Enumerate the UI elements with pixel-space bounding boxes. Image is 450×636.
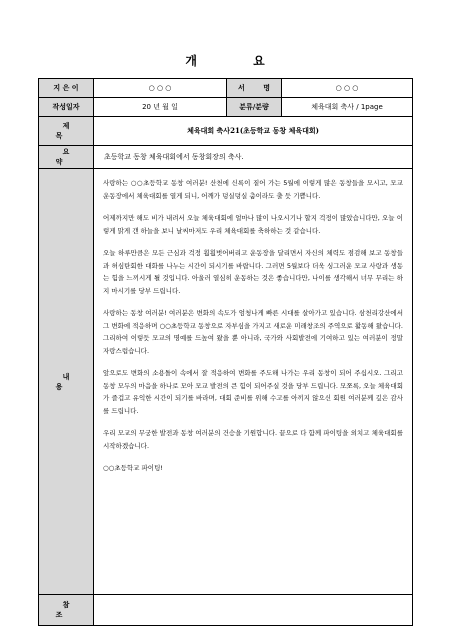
date-value: 20 년 월 일 xyxy=(94,98,227,117)
content-paragraph: 우리 모교의 무궁한 발전과 동창 여러분의 건승을 기원합니다. 끝으로 다 함께 파이팅을 외치고 체육대회를 시작하겠습니다. xyxy=(103,429,403,450)
date-label: 작성일자 xyxy=(39,98,94,117)
summary-label: 요 약 xyxy=(39,146,94,169)
content-body xyxy=(94,169,413,595)
category-label: 분류/분량 xyxy=(227,98,282,117)
division-label: 서 명 xyxy=(227,79,282,98)
date-row xyxy=(39,98,413,117)
reference-value xyxy=(94,595,413,626)
subject-row xyxy=(39,117,413,146)
content-row xyxy=(39,169,413,595)
document-title: 체육대회 축사21(초등학교 동창 체육대회) xyxy=(94,117,413,146)
author-row xyxy=(39,79,413,98)
reference-label: 참 조 xyxy=(39,595,94,626)
page-title: 개 요 xyxy=(185,54,291,68)
category-value: 체육대회 축사 / 1page xyxy=(282,98,413,117)
content-paragraph: ○○초등학교 파이팅! xyxy=(103,464,163,472)
content-paragraph: 사랑하는 ○○초등학교 동창 여러분! 산천에 신록이 짙어 가는 5월에 이렇게 많은 동창들을 모시고, 모교 운동장에서 체육대회를 열게 되니, 어깨가 덩실덩실 춤이라도 출 듯 기쁩니다. xyxy=(103,179,403,200)
reference-row xyxy=(39,595,413,626)
author-value: ○ ○ ○ xyxy=(94,79,227,98)
summary-text: 초등학교 동창 체육대회에서 동창회장의 축사. xyxy=(94,146,413,169)
content-paragraph: 앞으로도 변화의 소용돌이 속에서 잘 적응하여 변화를 주도해 나가는 우리 동창이 되어 주십시오. 그리고 동창 모두의 마음을 하나로 모아 모교 발전의 큰 힘이 되어주실 것을 당부 드립니다. 모쪼록, 오늘 체육대회가 즐겁고 유익한 시간이 되기를 바라며, 대회 준비를 위해 수고를 아끼지 않으신 회원 여러분께 깊은 감사를 드립니다. xyxy=(103,369,403,415)
content-paragraph: 사랑하는 동창 여러분! 여러분은 변화의 속도가 엄청나게 빠른 시대를 살아가고 있습니다. 삼천리강산에서 그 변화에 적응하며 ○○초등학교 동창으로 자부심을 가지고 새로운 미래창조의 주역으로 활동해 왔습니다. 그리하여 이렇듯 모교의 명예를 드높여 왔을 뿐 아니라, 국가와 사회발전에 기여하고 있는 여러분이 정말 자랑스럽습니다. xyxy=(103,309,403,355)
subject-label: 제 목 xyxy=(39,117,94,146)
summary-form-table xyxy=(38,78,413,626)
content-paragraph: 오늘 하루만큼은 모든 근심과 걱정 훨훨벗어버리고 운동장을 달리면서 자신의 체력도 점검해 보고 동창들과 허심탄회한 대화를 나누는 시간이 되시기를 바랍니다. 그러면 5월보다 더욱 싱그러운 모교 사랑과 생동는 힘을 느끼시게 될 것입니다. 아울러 열심히 운동하는 것은 좋습니다만, 나이를 생각해서 너무 무리는 하지 마시기를 당부 드립니다. xyxy=(103,249,403,295)
content-paragraph: 어제까지만 해도 비가 내려서 오늘 체육대회에 얼마나 많이 나오시기나 할지 걱정이 많았습니다만, 오늘 이렇게 맑게 갠 하늘을 보니 날씨마저도 우리 체육대회를 축하하는 것 같습니다. xyxy=(103,214,403,235)
content-label: 내 용 xyxy=(39,169,94,595)
division-value: ○ ○ ○ xyxy=(282,79,413,98)
summary-row xyxy=(39,146,413,169)
author-label: 지 은 이 xyxy=(39,79,94,98)
